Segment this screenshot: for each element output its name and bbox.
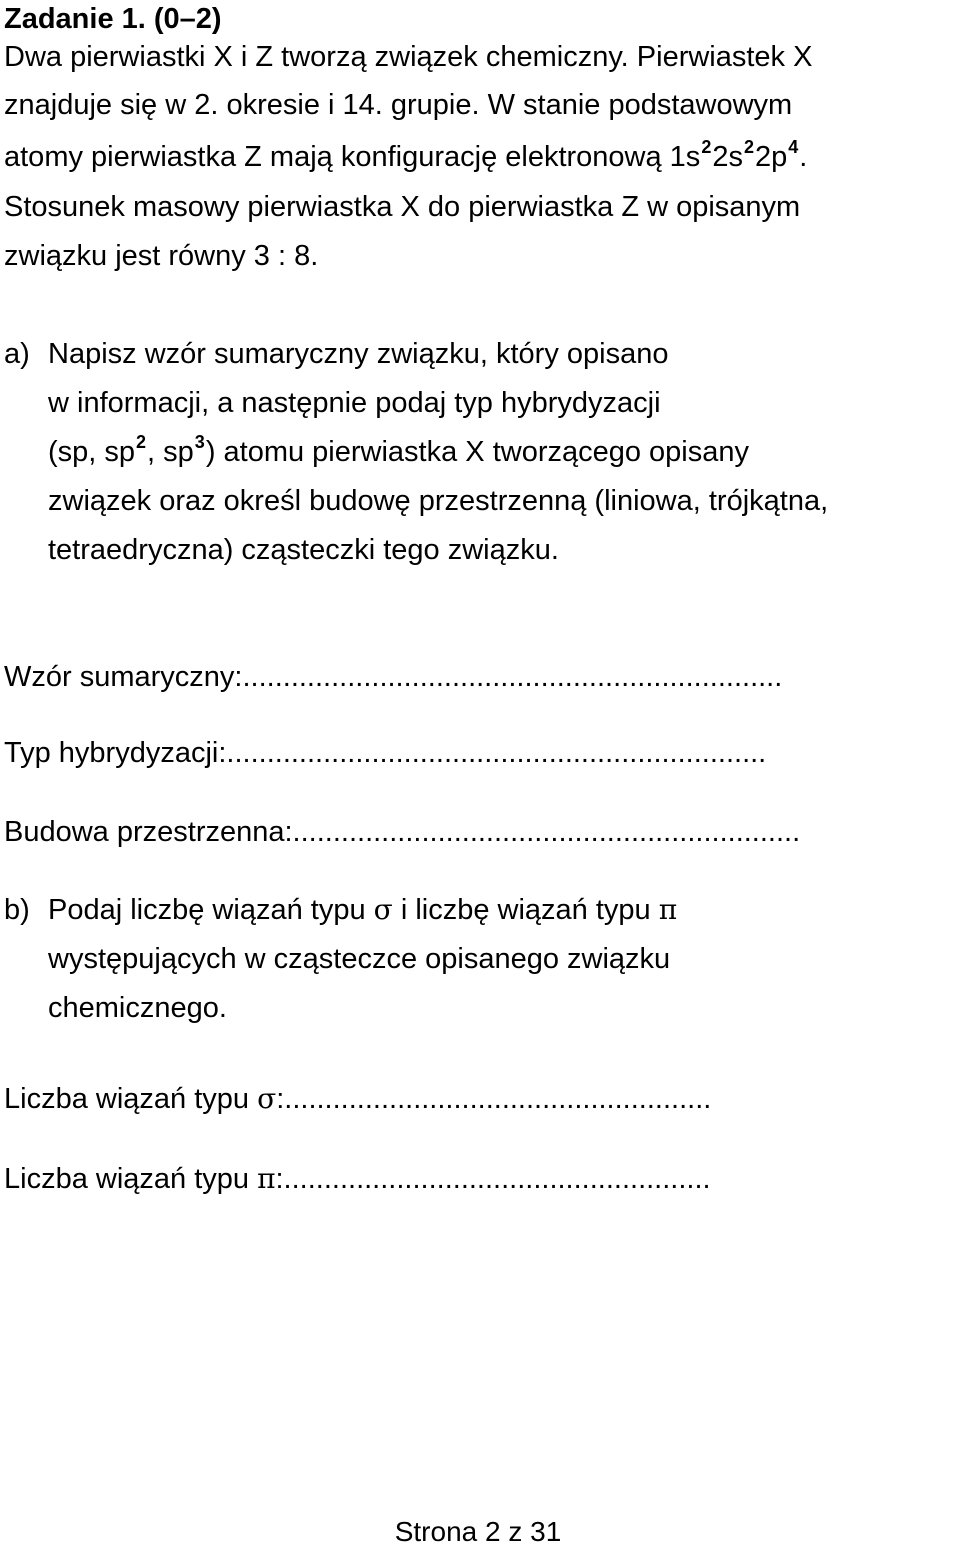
sigma-symbol: σ (373, 893, 393, 926)
intro-line-1: Dwa pierwiastki X i Z tworzą związek chemiczny. Pierwiastek X (4, 41, 813, 73)
answer-pi-field[interactable] (4, 1162, 711, 1196)
superscript: 2 (701, 137, 712, 157)
part-a-line-2: w informacji, a następnie podaj typ hybrydyzacji (48, 387, 661, 419)
answer-sigma-field[interactable] (4, 1082, 711, 1116)
pi-symbol: π (257, 1162, 276, 1195)
answer-sigma-dots: :..................................................... (276, 1083, 712, 1115)
task-title: Zadanie 1. (0–2) (4, 3, 222, 35)
part-a-line-4: związek oraz określ budowę przestrzenną (liniowa, trójkątna, (48, 485, 829, 517)
page-number: Strona 2 z 31 (394, 1516, 562, 1547)
part-b-line-2: występujących w cząsteczce opisanego związku (48, 943, 671, 975)
part-b-line-1-text: i liczbę wiązań typu (392, 894, 659, 926)
intro-line-3-text: 2s (712, 141, 743, 173)
answer-hybridization-field[interactable]: Typ hybrydyzacji:................................................................... (4, 737, 767, 769)
superscript: 2 (743, 137, 754, 157)
part-a-label: a) (4, 338, 30, 370)
part-a-line-3-text: ) atomu pierwiastka X tworzącego opisany (205, 436, 750, 468)
superscript: 2 (136, 432, 147, 452)
part-a-line-3-text: , sp (147, 436, 194, 468)
answer-formula-field[interactable]: Wzór sumaryczny:................................................................... (4, 661, 783, 693)
part-b-line-1 (48, 893, 677, 927)
intro-line-2: znajduje się w 2. okresie i 14. grupie. W stanie podstawowym (4, 89, 793, 121)
page-footer (0, 1515, 960, 1549)
part-a-line-1: Napisz wzór sumaryczny związku, który opisano (48, 338, 669, 370)
superscript: 3 (194, 432, 205, 452)
intro-line-3 (4, 137, 808, 177)
part-a-line-3-text: (sp, sp (48, 436, 136, 468)
sigma-symbol: σ (257, 1082, 277, 1115)
part-a-line-3 (48, 432, 750, 472)
intro-line-3-text: atomy pierwiastka Z mają konfigurację elektronową 1s (4, 141, 701, 173)
part-b-line-3: chemicznego. (48, 992, 227, 1024)
answer-pi-label: Liczba wiązań typu (4, 1163, 258, 1195)
intro-line-5: związku jest równy 3 : 8. (4, 240, 319, 272)
answer-pi-dots: :..................................................... (275, 1163, 711, 1195)
part-b-line-1-text: Podaj liczbę wiązań typu (48, 894, 374, 926)
part-a-line-5: tetraedryczna) cząsteczki tego związku. (48, 534, 559, 566)
intro-line-3-text: 2p (754, 141, 788, 173)
intro-line-4: Stosunek masowy pierwiastka X do pierwiastka Z w opisanym (4, 191, 801, 223)
pi-symbol: π (658, 893, 678, 926)
intro-line-3-text: . (799, 141, 808, 173)
part-b-label: b) (4, 894, 30, 926)
answer-geometry-field[interactable]: Budowa przestrzenna:............................................................... (4, 816, 801, 848)
superscript: 4 (788, 137, 799, 157)
answer-sigma-label: Liczba wiązań typu (4, 1083, 258, 1115)
